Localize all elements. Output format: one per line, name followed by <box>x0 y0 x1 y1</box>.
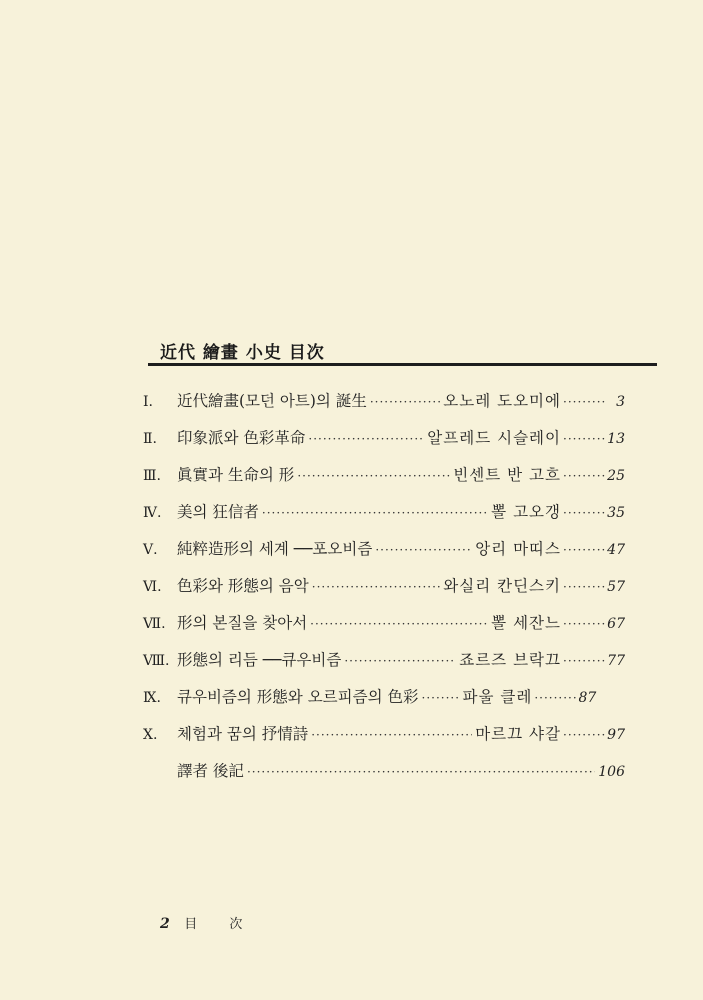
chapter-title: 形의 본질을 찾아서 <box>177 614 308 632</box>
toc-entry-2 <box>143 426 625 463</box>
leader-dots <box>563 432 607 446</box>
leader-dots <box>310 617 488 631</box>
leader-dots <box>563 580 607 594</box>
footer-label: 目 次 <box>184 917 257 932</box>
toc-entry-10 <box>143 722 625 759</box>
toc-entry-5 <box>143 537 625 574</box>
chapter-artist: 앙리 마띠스 <box>475 540 561 558</box>
leader-dots <box>534 691 578 705</box>
chapter-title: 美의 狂信者 <box>177 503 259 521</box>
chapter-title: 形態의 리듬 ──큐우비즘 <box>177 651 342 669</box>
toc-entry-9 <box>143 685 625 722</box>
leader-dots <box>375 543 472 557</box>
chapter-artist: 파울 클레 <box>462 688 533 706</box>
chapter-artist: 빈센트 반 고흐 <box>453 466 561 484</box>
chapter-title: 印象派와 色彩革命 <box>177 429 306 447</box>
chapter-artist: 뽈 고오갱 <box>491 503 561 521</box>
leader-dots <box>344 654 456 668</box>
leader-dots <box>422 691 460 705</box>
page-number: 87 <box>578 690 597 706</box>
leader-dots <box>308 432 424 446</box>
page-number: 47 <box>607 542 625 558</box>
chapter-number: Ⅶ. <box>143 616 166 632</box>
toc-entry-6 <box>143 574 625 611</box>
chapter-artist: 뽈 세잔느 <box>491 614 561 632</box>
leader-dots <box>312 580 441 594</box>
toc-entry-3 <box>143 463 625 500</box>
chapter-number: Ⅴ. <box>143 542 158 558</box>
chapter-title: 純粹造形의 세계 ──포오비즘 <box>177 540 373 558</box>
leader-dots <box>563 506 607 520</box>
chapter-artist: 마르끄 샤갈 <box>475 725 561 743</box>
leader-dots <box>297 469 450 483</box>
page-number: 35 <box>607 505 625 521</box>
chapter-artist: 오노레 도오미에 <box>443 392 561 410</box>
chapter-number: Ⅰ. <box>143 394 153 410</box>
toc-entry-8 <box>143 648 625 685</box>
leader-dots <box>563 654 607 668</box>
page-number: 13 <box>607 431 625 447</box>
leader-dots <box>262 506 488 520</box>
page-number: 77 <box>607 653 625 669</box>
leader-dots <box>563 617 607 631</box>
chapter-number: Ⅷ. <box>143 653 170 669</box>
chapter-artist: 와실리 칸딘스키 <box>443 577 561 595</box>
leader-dots <box>563 395 607 409</box>
chapter-number: Ⅹ. <box>143 727 158 743</box>
page-number: 25 <box>607 468 625 484</box>
leader-dots <box>370 395 440 409</box>
chapter-title: 체험과 꿈의 抒情詩 <box>177 725 309 743</box>
leader-dots <box>563 469 607 483</box>
footer-page-number: 2 <box>160 916 170 932</box>
page-number: 106 <box>598 764 625 780</box>
chapter-title: 眞實과 生命의 形 <box>177 466 295 484</box>
chapter-title: 譯者 後記 <box>177 762 244 780</box>
page-number: 57 <box>607 579 625 595</box>
chapter-artist: 알프레드 시슬레이 <box>427 429 561 447</box>
page-number: 97 <box>607 727 625 743</box>
chapter-title: 色彩와 形態의 음악 <box>177 577 309 595</box>
chapter-title: 큐우비즘의 形態와 오르피즘의 色彩 <box>177 688 419 706</box>
chapter-title: 近代繪畫(모던 아트)의 誕生 <box>177 392 367 410</box>
toc-entry-afterword <box>143 759 625 796</box>
chapter-number: Ⅱ. <box>143 431 157 447</box>
chapter-artist: 죠르즈 브락끄 <box>459 651 561 669</box>
toc-entry-7 <box>143 611 625 648</box>
title-underline <box>148 363 657 366</box>
leader-dots <box>247 765 595 779</box>
toc-entry-4 <box>143 500 625 537</box>
page-number: 3 <box>616 394 625 410</box>
leader-dots <box>311 728 472 742</box>
page-title: 近代 繪畫 小史 目次 <box>160 343 325 363</box>
chapter-number: Ⅲ. <box>143 468 161 484</box>
chapter-number: Ⅳ. <box>143 505 162 521</box>
leader-dots <box>563 543 607 557</box>
toc-entry-1 <box>143 389 625 426</box>
chapter-number: Ⅵ. <box>143 579 162 595</box>
page-footer <box>160 913 256 932</box>
page-number: 67 <box>607 616 625 632</box>
chapter-number: Ⅸ. <box>143 690 161 706</box>
leader-dots <box>563 728 607 742</box>
table-of-contents <box>143 389 625 796</box>
